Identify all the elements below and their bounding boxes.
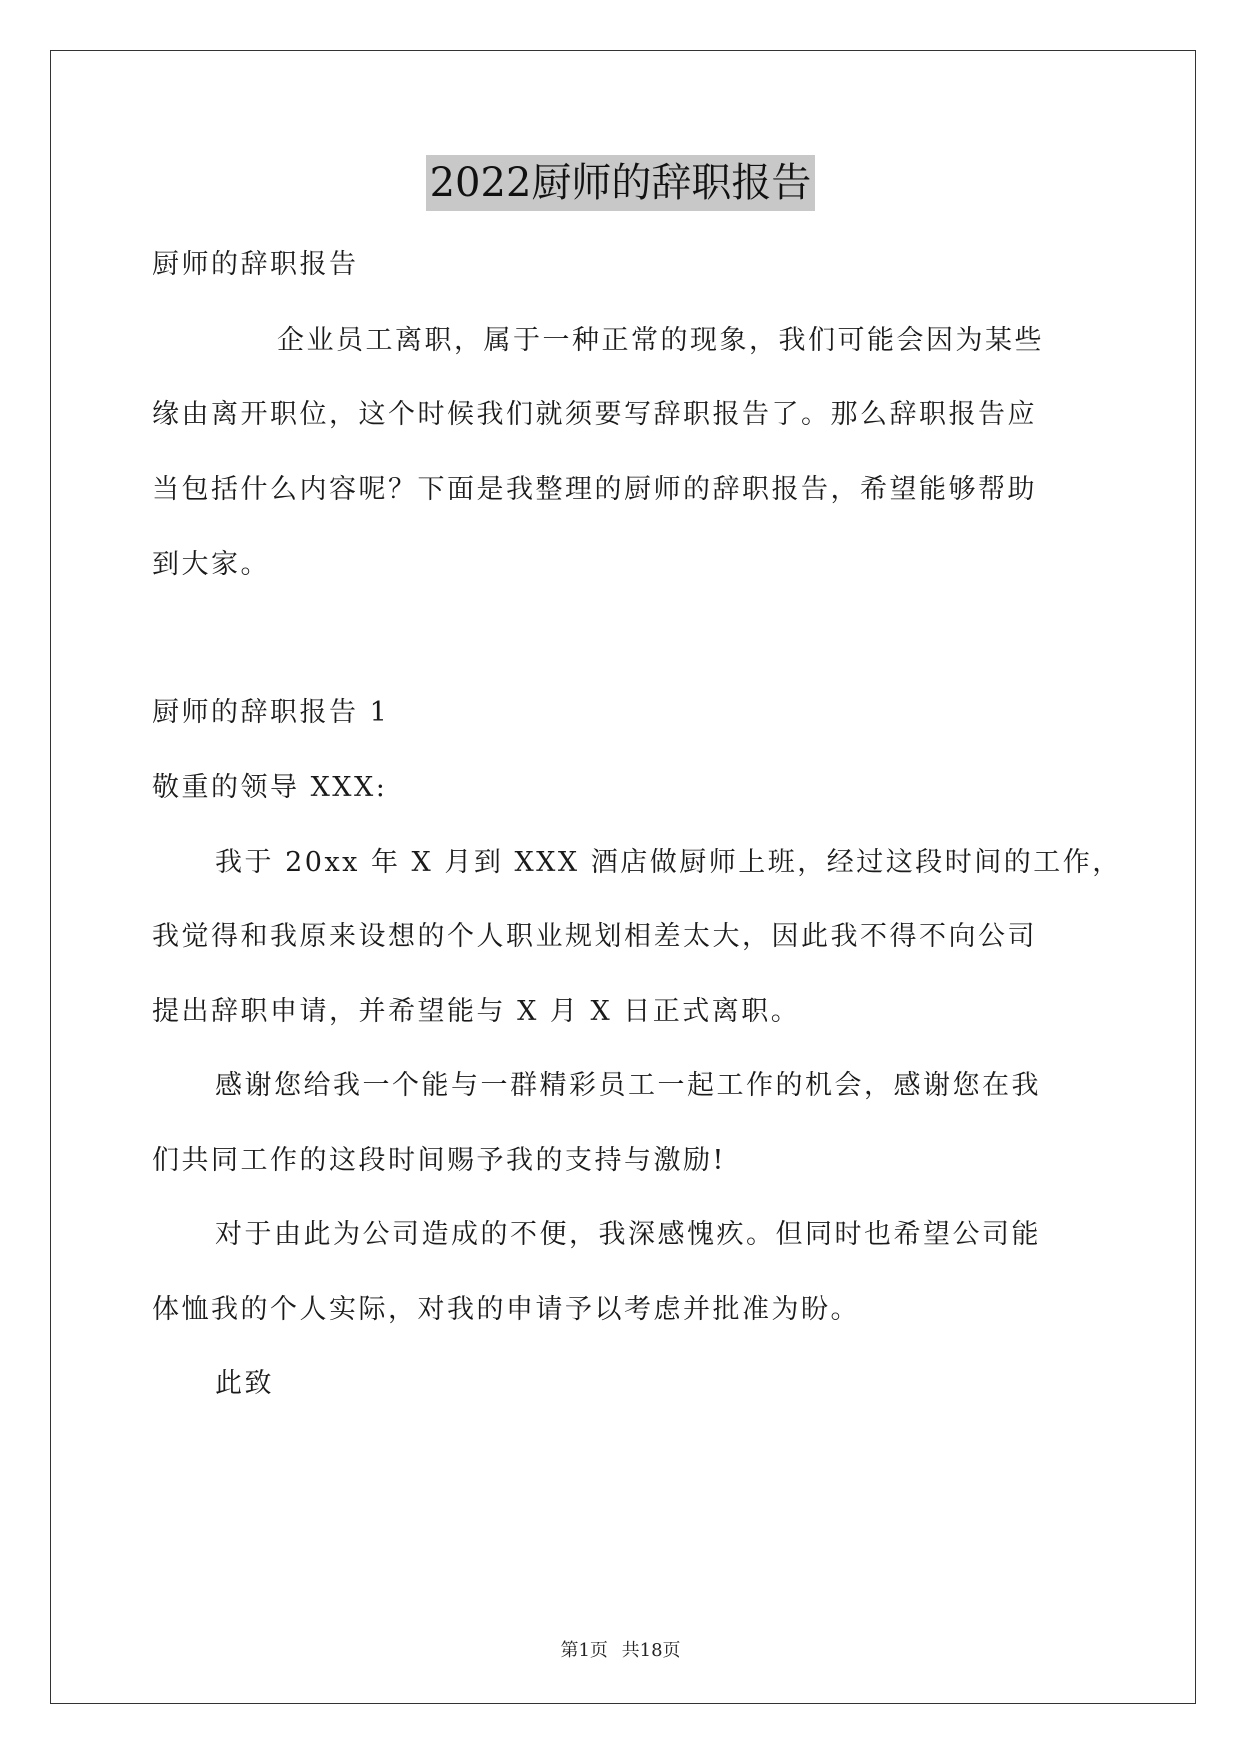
- intro-line: 到大家。: [152, 549, 270, 580]
- page-number: 第1页: [560, 1640, 608, 1661]
- section-heading: 厨师的辞职报告 1: [152, 697, 390, 728]
- intro-line: 缘由离开职位，这个时候我们就须要写辞职报告了。那么辞职报告应: [152, 399, 1037, 430]
- paragraph-line: 们共同工作的这段时间赐予我的支持与激励!: [152, 1145, 726, 1176]
- page-footer: [0, 1636, 1241, 1662]
- paragraph-line: 我于 20xx 年 X 月到 XXX 酒店做厨师上班，经过这段时间的工作，: [215, 847, 1122, 878]
- title-container: [0, 155, 1241, 211]
- subtitle: 厨师的辞职报告: [152, 249, 359, 280]
- intro-line: 企业员工离职，属于一种正常的现象，我们可能会因为某些: [277, 325, 1044, 356]
- paragraph-line: 我觉得和我原来设想的个人职业规划相差太大，因此我不得不向公司: [152, 921, 1037, 952]
- document-title: 2022厨师的辞职报告: [426, 155, 816, 211]
- salutation: 敬重的领导 XXX:: [152, 772, 388, 803]
- paragraph-line: 体恤我的个人实际，对我的申请予以考虑并批准为盼。: [152, 1294, 860, 1325]
- paragraph-line: 提出辞职申请，并希望能与 X 月 X 日正式离职。: [152, 996, 801, 1027]
- intro-line: 当包括什么内容呢？下面是我整理的厨师的辞职报告，希望能够帮助: [152, 474, 1037, 505]
- paragraph-line: 感谢您给我一个能与一群精彩员工一起工作的机会，感谢您在我: [215, 1070, 1041, 1101]
- closing-line: 此致: [215, 1368, 274, 1399]
- page-total: 共18页: [621, 1640, 681, 1661]
- paragraph-line: 对于由此为公司造成的不便，我深感愧疚。但同时也希望公司能: [215, 1219, 1041, 1250]
